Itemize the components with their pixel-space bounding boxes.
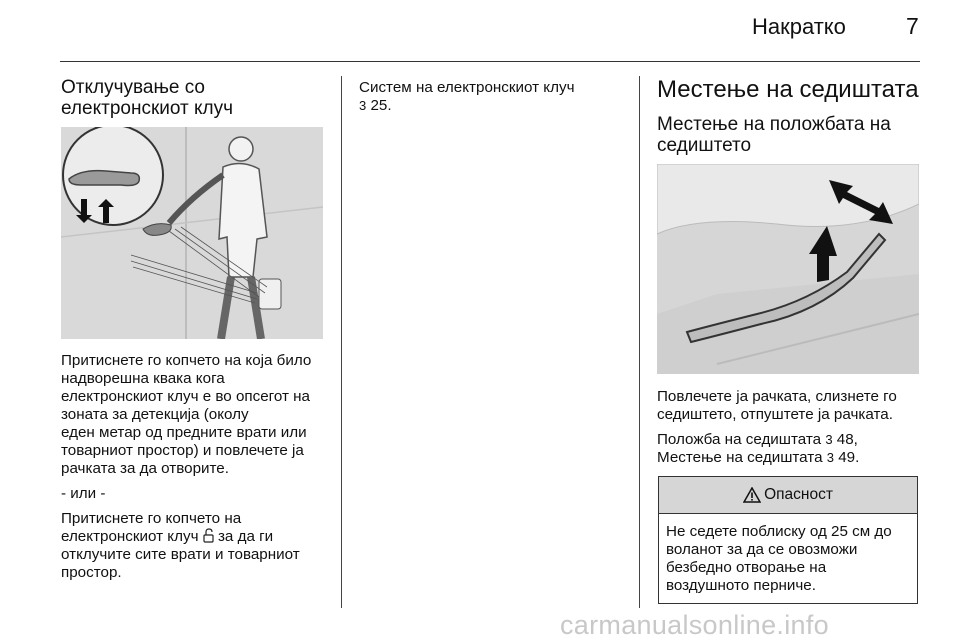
page-reference-link[interactable]: 3 25. — [359, 97, 392, 114]
unlock-paragraph-2: Притиснете го копчето на електронскиот клуч за да ги отклучите сите врати и товарниот простор. — [61, 510, 300, 581]
seat-instruction-text: Повлечете ја рачката, слизнете го седиштето, отпуштете ја рачката. — [657, 388, 897, 423]
seat-references — [657, 431, 927, 467]
reference-arrow-icon: 3 — [359, 98, 367, 113]
unlock-instructions — [61, 352, 333, 589]
warning-title: Опасност — [764, 486, 833, 503]
reference-seat-adjustment[interactable]: Местење на седиштата 3 49. — [657, 449, 860, 466]
column-divider-2 — [639, 76, 640, 608]
warning-text: Не седете поблиску од 25 см до воланот за да се овозможи безбедно отворање на воздушното перниче. — [666, 523, 892, 594]
seat-lever-illustration — [657, 164, 919, 374]
watermark-text: carmanualsonline.info — [560, 610, 829, 640]
padlock-open-icon — [203, 528, 214, 543]
header-divider — [60, 61, 920, 62]
page-header-title: Накратко — [752, 14, 846, 39]
seat-instructions — [657, 388, 927, 474]
section-heading-unlock: Отклучување со електронскиот клуч — [61, 77, 234, 119]
unlock-paragraph-1: Притиснете го копчето на која било надворешна квака кога електронскиот клуч е во опсегот на зоната за детекција (околу еден метар од предните врати или товарниот простор) и повлечете ја рачката за да отворите. — [61, 352, 312, 477]
subheading-seat-position: Местење на положбата на седиштето — [657, 114, 891, 156]
warning-box — [658, 476, 918, 604]
section-title-seats: Местење на седиштата — [657, 76, 919, 103]
warning-triangle-icon — [743, 487, 761, 503]
reference-arrow-icon: 3 — [826, 450, 834, 465]
reference-seat-position[interactable]: Положба на седиштата 3 48, — [657, 431, 858, 448]
key-system-reference: Систем на електронскиот клуч 3 25. — [359, 79, 629, 115]
seat-lever-drawing — [657, 164, 919, 374]
door-handle-drawing — [61, 127, 323, 339]
page-number: 7 — [906, 13, 919, 39]
or-separator: - или - — [61, 485, 106, 502]
reference-arrow-icon: 3 — [825, 432, 833, 447]
column-divider-1 — [341, 76, 342, 608]
warning-header — [659, 477, 917, 514]
door-handle-illustration — [61, 127, 323, 339]
